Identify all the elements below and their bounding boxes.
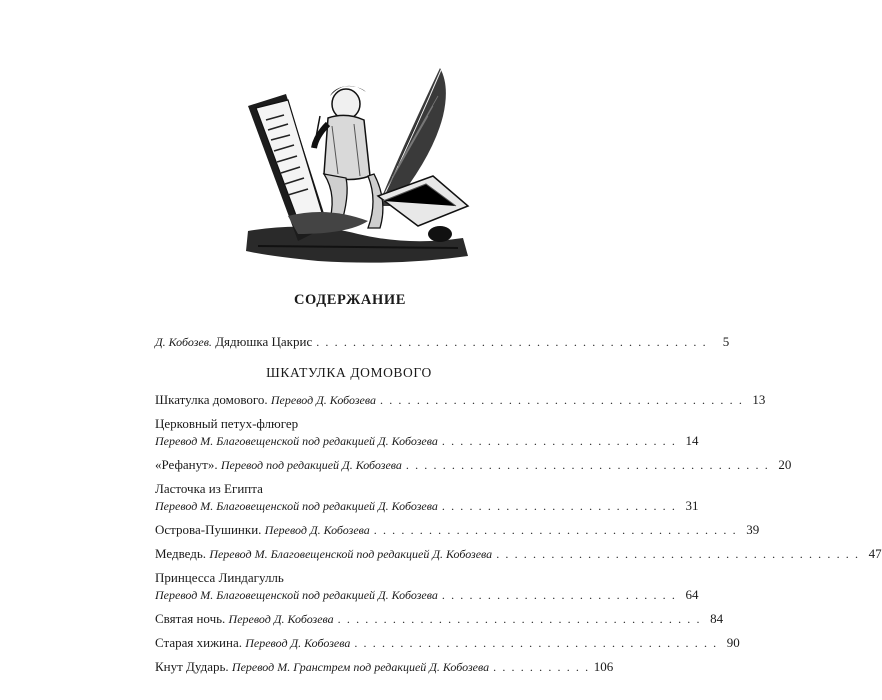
leader-dots: . . . . . . . . . . . . . . . . . . . . . . . . . . . . . . . . . . . . . . . . . . . xyxy=(316,335,708,349)
table-of-contents xyxy=(155,333,882,682)
leader-dots: . . . . . . . . . . . . . . . . . . . . . . . . . . . . . . . . . . . . . . . . xyxy=(405,458,770,472)
section-title: ШКАТУЛКА ДОМОВОГО xyxy=(266,365,432,380)
toc-entry[interactable] xyxy=(155,521,760,539)
entry-translator: Перевод М. Благовещенской под редакцией Д. Кобозева xyxy=(209,547,493,561)
entry-page: 39 xyxy=(746,522,760,537)
entry-title: Острова-Пушинки. xyxy=(155,522,262,537)
entry-translator: Перевод М. Гранстрем под редакцией Д. Кобозева xyxy=(231,660,490,674)
entry-page: 47 xyxy=(868,546,882,561)
entry-title: Церковный петух-флюгер xyxy=(155,416,299,431)
entry-title: Старая хижина. xyxy=(155,635,242,650)
entry-translator: Перевод М. Благовещенской под редакцией Д. Кобозева xyxy=(155,588,438,602)
leader-dots: . . . . . . . . . . . xyxy=(493,660,590,674)
entry-page: 13 xyxy=(752,392,766,407)
toc-entry[interactable] xyxy=(155,480,699,515)
entry-title: «Рефанут». xyxy=(155,457,218,472)
leader-dots: . . . . . . . . . . . . . . . . . . . . . . . . . . xyxy=(441,588,677,602)
entry-translator: Перевод Д. Кобозева xyxy=(270,393,377,407)
leader-dots: . . . . . . . . . . . . . . . . . . . . . . . . . . . . . . . . . . . . . . . . xyxy=(373,523,738,537)
leader-dots: . . . . . . . . . . . . . . . . . . . . . . . . . . . . . . . . . . . . . . . . xyxy=(354,636,718,650)
leader-dots: . . . . . . . . . . . . . . . . . . . . . . . . . . xyxy=(441,434,677,448)
entry-title: Кнут Дударь. xyxy=(155,659,229,674)
entry-translator: Перевод М. Благовещенской под редакцией Д. Кобозева xyxy=(155,499,438,513)
entry-page: 31 xyxy=(685,498,699,513)
entry-title: Ласточка из Египта xyxy=(155,481,263,496)
entry-title: Святая ночь. xyxy=(155,611,226,626)
entry-page: 20 xyxy=(778,457,792,472)
entry-translator: Перевод под редакцией Д. Кобозева xyxy=(220,458,402,472)
toc-entry[interactable] xyxy=(155,545,882,563)
toc-entry[interactable] xyxy=(155,658,614,676)
toc-entry[interactable] xyxy=(155,456,792,474)
entry-page: 106 xyxy=(593,659,614,674)
toc-entry[interactable] xyxy=(155,415,699,450)
entry-translator: Перевод Д. Кобозева xyxy=(264,523,370,537)
intro-author: Д. Кобозев. xyxy=(155,335,212,349)
entry-translator: Перевод М. Благовещенской под редакцией Д. Кобозева xyxy=(155,434,438,448)
leader-dots: . . . . . . . . . . . . . . . . . . . . . . . . . . . . . . . . . . . . . . . . xyxy=(380,393,744,407)
leader-dots: . . . . . . . . . . . . . . . . . . . . . . . . . . . . . . . . . . . . . . . . xyxy=(337,612,702,626)
intro-title: Дядюшка Цакрис xyxy=(215,334,313,349)
leader-dots: . . . . . . . . . . . . . . . . . . . . . . . . . . . . . . . . . . . . . . . . xyxy=(496,547,860,561)
leader-dots: . . . . . . . . . . . . . . . . . . . . . . . . . . xyxy=(441,499,677,513)
entry-title: Принцесса Линдагулль xyxy=(155,570,284,585)
toc-entry[interactable] xyxy=(155,569,699,604)
entry-page: 90 xyxy=(726,635,740,650)
entry-translator: Перевод Д. Кобозева xyxy=(245,636,351,650)
entry-title: Медведь. xyxy=(155,546,207,561)
entry-title: Шкатулка домового. xyxy=(155,392,268,407)
toc-title: СОДЕРЖАНИЕ xyxy=(293,292,407,308)
frontispiece-illustration xyxy=(228,56,472,268)
toc-intro-entry[interactable] xyxy=(155,333,730,351)
entry-page: 64 xyxy=(685,587,699,602)
toc-entry[interactable] xyxy=(155,391,766,409)
entry-page: 14 xyxy=(685,433,699,448)
entry-page: 84 xyxy=(710,611,724,626)
toc-entry[interactable] xyxy=(155,634,740,652)
toc-entry[interactable] xyxy=(155,610,724,628)
entry-translator: Перевод Д. Кобозева xyxy=(228,612,334,626)
intro-page: 5 xyxy=(722,334,730,349)
